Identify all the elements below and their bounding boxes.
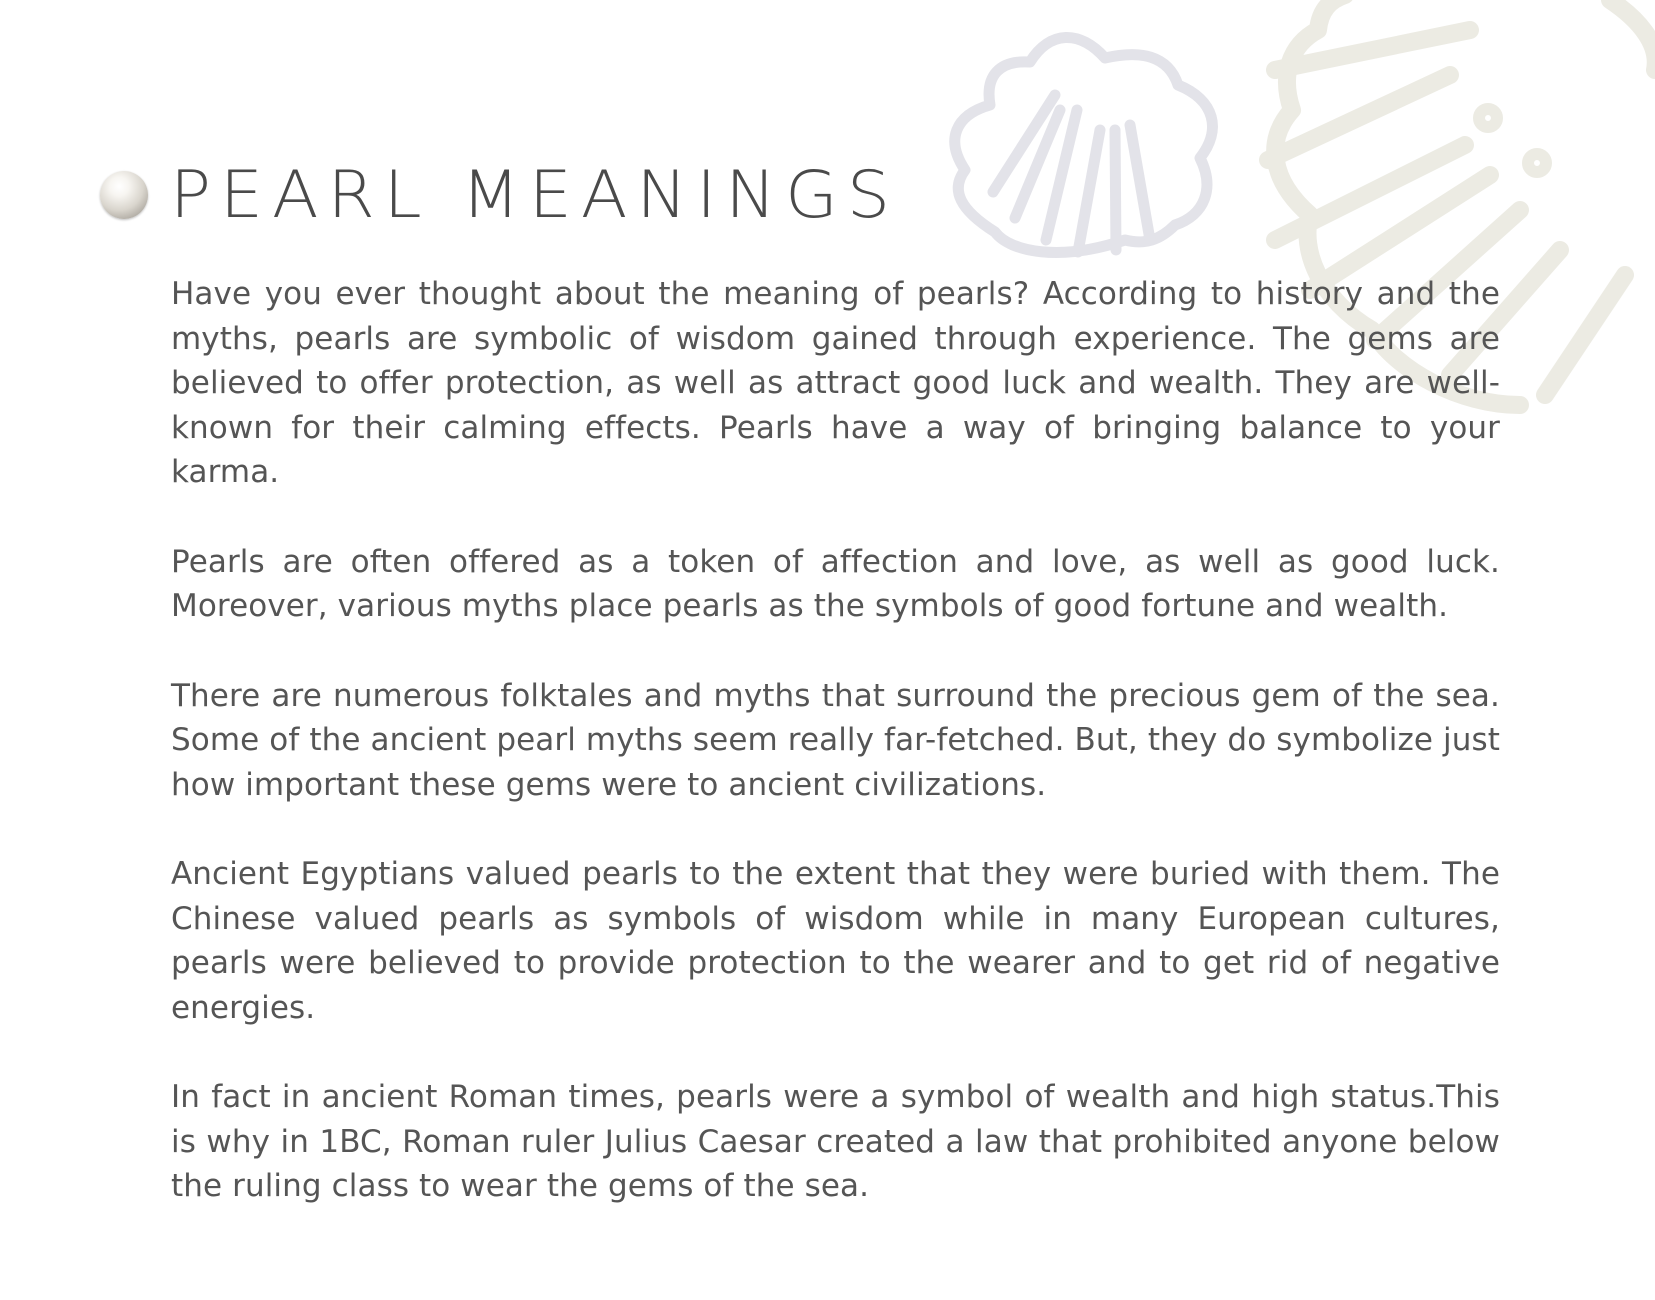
pearl-icon (100, 171, 148, 219)
page-title: PEARL MEANINGS (170, 157, 900, 233)
paragraph: Ancient Egyptians valued pearls to the extent that they were buried with them. The Chinese valued pearls as symbols of wisdom while in many European cultures, pearls were believed to provide protection to the wearer and to get rid of negative energies. (171, 856, 1500, 1026)
scallop-shell-icon (955, 37, 1213, 252)
title-row (100, 150, 899, 240)
paragraph: In fact in ancient Roman times, pearls were a symbol of wealth and high status.This is why in 1BC, Roman ruler Julius Caesar created a law that prohibited anyone below the ruling class to wear the gems of the sea. (171, 1079, 1500, 1204)
article-body (171, 272, 1500, 1254)
paragraph: Pearls are often offered as a token of affection and love, as well as good luck. Moreover, various myths place pearls as the symbols of good fortune and wealth. (171, 543, 1500, 624)
paragraph: There are numerous folktales and myths that surround the precious gem of the sea. Some of the ancient pearl myths seem really far-fetched. But, they do symbolize just how important these gems were to ancient civilizations. (171, 677, 1500, 803)
paragraph: Have you ever thought about the meaning of pearls? According to history and the myths, pearls are symbolic of wisdom gained through experience. The gems are believed to offer protection, as well as attract good luck and wealth. They are well-known for their calming effects. Pearls have a way of bringing balance to your karma. (171, 276, 1500, 490)
